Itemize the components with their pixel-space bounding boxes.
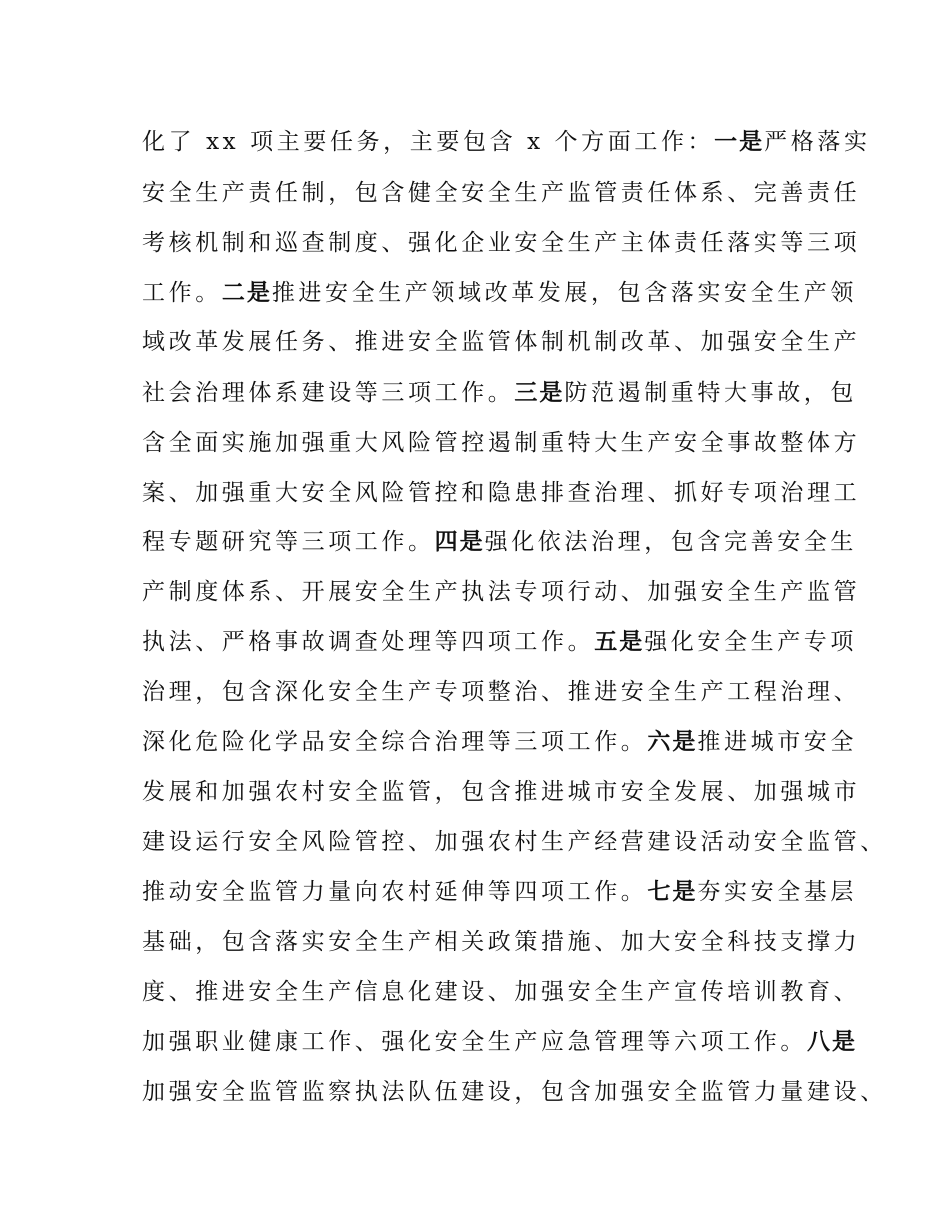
text-line: 基础，包含落实安全生产相关政策措施、加大安全科技支撑力: [142, 929, 861, 955]
text-line: 工作。二是推进安全生产领域改革发展，包含落实安全生产领: [142, 280, 858, 306]
text-line: 加强安全监管监察执法队伍建设，包含加强安全监管力量建设、: [142, 1079, 887, 1105]
text-line: 社会治理体系建设等三项工作。三是防范遏制重特大事故，包: [142, 380, 858, 406]
text-line: 执法、严格事故调查处理等四项工作。五是强化安全生产专项: [142, 629, 858, 655]
ordinal-marker: 一是: [714, 129, 765, 155]
text-line: 域改革发展任务、推进安全监管体制机制改革、加强安全生产: [142, 329, 861, 355]
ordinal-marker: 六是: [647, 729, 698, 755]
ordinal-marker: 七是: [647, 879, 698, 905]
text-line: 加强职业健康工作、强化安全生产应急管理等六项工作。八是: [142, 1029, 857, 1055]
text-line: 推动安全监管力量向农村延伸等四项工作。七是夯实安全基层: [142, 879, 858, 905]
text-line: 治理，包含深化安全生产专项整治、推进安全生产工程治理、: [142, 679, 861, 705]
text-line: 发展和加强农村安全监管，包含推进城市安全发展、加强城市: [142, 779, 861, 805]
text-line: 建设运行安全风险管控、加强农村生产经营建设活动安全监管、: [142, 829, 887, 855]
ordinal-marker: 二是: [221, 280, 272, 306]
text-line: 安全生产责任制，包含健全安全生产监管责任体系、完善责任: [142, 180, 861, 206]
ordinal-marker: 四是: [434, 529, 485, 555]
text-line: 案、加强重大安全风险管控和隐患排查治理、抓好专项治理工: [142, 480, 861, 506]
ordinal-marker: 三是: [514, 380, 565, 406]
ordinal-marker: 五是: [594, 629, 645, 655]
text-line: 产制度体系、开展安全生产执法专项行动、加强安全生产监管: [142, 579, 861, 605]
text-line: 化了 xx 项主要任务，主要包含 x 个方面工作：一是严格落实: [142, 129, 871, 155]
text-line: 度、推进安全生产信息化建设、加强安全生产宣传培训教育、: [142, 979, 861, 1005]
text-line: 程专题研究等三项工作。四是强化依法治理，包含完善安全生: [142, 529, 858, 555]
text-line: 深化危险化学品安全综合治理等三项工作。六是推进城市安全: [142, 729, 858, 755]
ordinal-marker: 八是: [807, 1029, 857, 1055]
text-line: 含全面实施加强重大风险管控遏制重特大生产安全事故整体方: [142, 430, 861, 456]
text-line: 考核机制和巡查制度、强化企业安全生产主体责任落实等三项: [142, 230, 861, 256]
